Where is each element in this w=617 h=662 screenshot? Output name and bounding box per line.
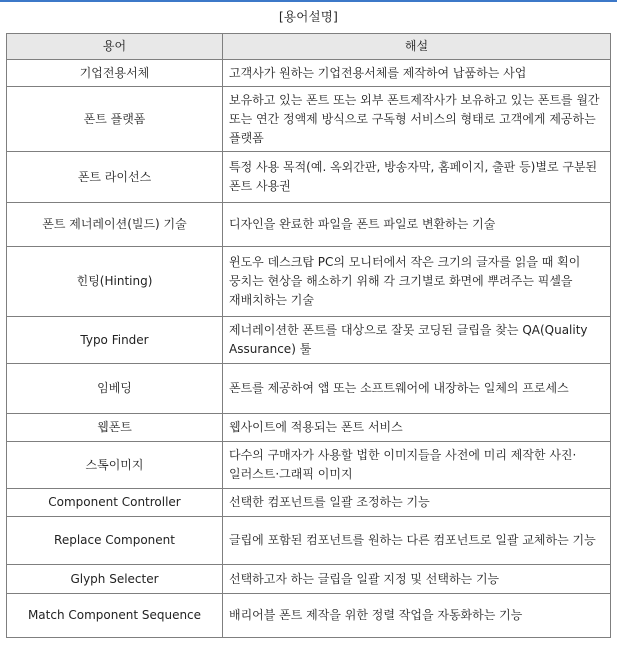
term-cell: 힌팅(Hinting) bbox=[7, 247, 223, 317]
description-cell: 글립에 포함된 컴포넌트를 원하는 다른 컴포넌트로 일괄 교체하는 기능 bbox=[223, 517, 611, 565]
term-cell: 폰트 제너레이션(빌드) 기술 bbox=[7, 203, 223, 247]
header-description: 해설 bbox=[223, 34, 611, 60]
table-row bbox=[7, 87, 611, 152]
term-cell: Component Controller bbox=[7, 489, 223, 517]
glossary-table bbox=[6, 33, 611, 638]
description-cell: 특정 사용 목적(예. 옥외간판, 방송자막, 홈페이지, 출판 등)별로 구분된 폰트 사용권 bbox=[223, 152, 611, 203]
term-cell: 폰트 플랫폼 bbox=[7, 87, 223, 152]
table-row bbox=[7, 414, 611, 442]
term-cell: Match Component Sequence bbox=[7, 594, 223, 638]
description-cell: 다수의 구매자가 사용할 법한 이미지들을 사전에 미리 제작한 사진·일러스트·그래픽 이미지 bbox=[223, 442, 611, 489]
description-cell: 제너레이션한 폰트를 대상으로 잘못 코딩된 글립을 찾는 QA(Quality Assurance) 툴 bbox=[223, 317, 611, 364]
description-cell: 디자인을 완료한 파일을 폰트 파일로 변환하는 기술 bbox=[223, 203, 611, 247]
term-cell: 임베딩 bbox=[7, 364, 223, 414]
table-row bbox=[7, 247, 611, 317]
table-row bbox=[7, 152, 611, 203]
term-cell: 스톡이미지 bbox=[7, 442, 223, 489]
header-term: 용어 bbox=[7, 34, 223, 60]
table-row bbox=[7, 517, 611, 565]
description-cell: 선택하고자 하는 글립을 일괄 지정 및 선택하는 기능 bbox=[223, 565, 611, 594]
term-cell: 기업전용서체 bbox=[7, 60, 223, 87]
term-cell: Typo Finder bbox=[7, 317, 223, 364]
description-cell: 윈도우 데스크탑 PC의 모니터에서 작은 크기의 글자를 읽을 때 획이 뭉치는 현상을 해소하기 위해 각 크기별로 화면에 뿌려주는 픽셀을 재배치하는 기술 bbox=[223, 247, 611, 317]
table-row bbox=[7, 489, 611, 517]
table-caption: [용어설명] bbox=[278, 9, 339, 24]
table-row bbox=[7, 565, 611, 594]
table-row bbox=[7, 317, 611, 364]
description-cell: 배리어블 폰트 제작을 위한 정렬 작업을 자동화하는 기능 bbox=[223, 594, 611, 638]
table-row bbox=[7, 442, 611, 489]
term-cell: 웹폰트 bbox=[7, 414, 223, 442]
table-row bbox=[7, 60, 611, 87]
table-row bbox=[7, 364, 611, 414]
term-cell: Glyph Selecter bbox=[7, 565, 223, 594]
description-cell: 선택한 컴포넌트를 일괄 조정하는 기능 bbox=[223, 489, 611, 517]
table-row bbox=[7, 594, 611, 638]
description-cell: 보유하고 있는 폰트 또는 외부 폰트제작사가 보유하고 있는 폰트를 월간 또는 연간 정액제 방식으로 구독형 서비스의 형태로 고객에게 제공하는 플랫폼 bbox=[223, 87, 611, 152]
term-cell: 폰트 라이선스 bbox=[7, 152, 223, 203]
term-cell: Replace Component bbox=[7, 517, 223, 565]
table-row bbox=[7, 203, 611, 247]
table-header-row bbox=[7, 34, 611, 60]
description-cell: 폰트를 제공하여 앱 또는 소프트웨어에 내장하는 일체의 프로세스 bbox=[223, 364, 611, 414]
top-rule bbox=[0, 0, 617, 2]
description-cell: 웹사이트에 적용되는 폰트 서비스 bbox=[223, 414, 611, 442]
description-cell: 고객사가 원하는 기업전용서체를 제작하여 납품하는 사업 bbox=[223, 60, 611, 87]
